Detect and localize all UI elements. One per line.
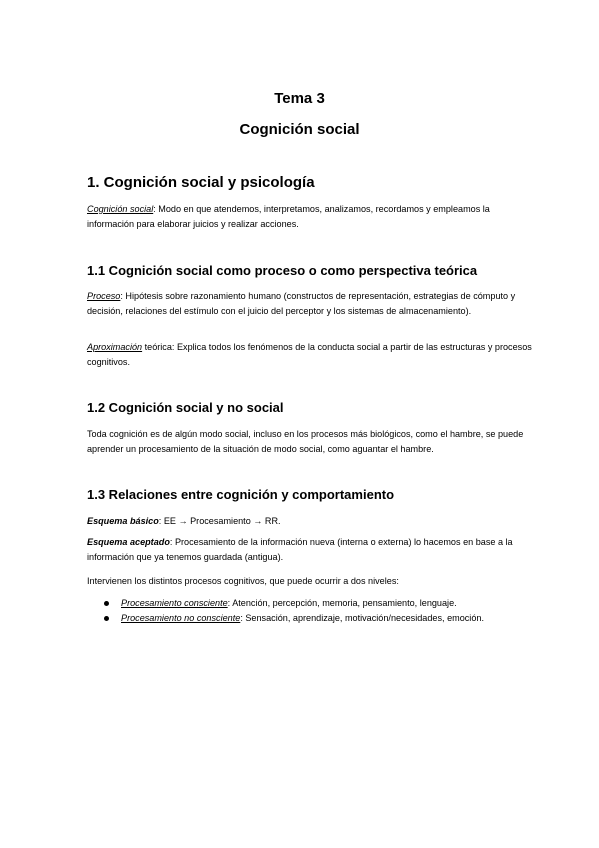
section-1-3-paragraph-3: Intervienen los distintos procesos cognitivos, que puede ocurrir a dos niveles: [87, 576, 399, 586]
section-1-2-paragraph: Toda cognición es de algún modo social, incluso en los procesos más biológicos, como el hambre, se puede aprender un procesamiento de la situación de modo social, como aguantar el hambre. [87, 429, 524, 454]
section-1-definition [87, 202, 532, 231]
list-item [100, 596, 530, 611]
term-proceso: Proceso [87, 291, 121, 301]
definition-text: : Modo en que atendemos, interpretamos, analizamos, recordamos y empleamos la información para elaborar juicios y realizar acciones. [87, 204, 490, 229]
bullet-icon [104, 601, 109, 606]
paragraph-text: : EE → Procesamiento → RR. [158, 516, 281, 526]
paragraph-text: : Procesamiento de la información nueva (interna o externa) lo hacemos en base a la información que ya tenemos guardada (antigua). [87, 537, 513, 562]
term-cognicion-social: Cognición social [87, 204, 154, 214]
section-1-3-paragraph-2 [87, 535, 532, 564]
topic-heading: Tema 3 [274, 90, 325, 107]
term-esquema-aceptado: Esquema aceptado [87, 537, 170, 547]
processing-list [100, 596, 530, 625]
list-item-text: : Sensación, aprendizaje, motivación/necesidades, emoción. [240, 612, 484, 623]
paragraph-text: : Hipótesis sobre razonamiento humano (constructos de representación, estrategias de cómputo y decisión, relaciones del estímulo con el juicio del perceptor y los sistemas de almacenamiento). [87, 291, 516, 316]
paragraph-text: teórica: Explica todos los fenómenos de la conducta social a partir de las estructuras y procesos cognitivos. [87, 342, 532, 367]
section-1-3-paragraph-1 [87, 514, 532, 529]
list-item [100, 611, 530, 626]
list-item-text: : Atención, percepción, memoria, pensamiento, lenguaje. [227, 598, 457, 608]
section-1-1-paragraph-1 [87, 289, 532, 318]
term-procesamiento-no-consciente: Procesamiento no consciente [121, 612, 241, 623]
section-1-3-heading: 1.3 Relaciones entre cognición y comportamiento [87, 487, 395, 502]
section-1-heading: 1. Cognición social y psicología [87, 174, 315, 191]
section-1-1-heading: 1.1 Cognición social como proceso o como perspectiva teórica [87, 263, 478, 278]
term-esquema-basico: Esquema básico [87, 516, 159, 526]
document-title: Cognición social [239, 121, 360, 138]
bullet-icon [104, 616, 109, 621]
section-1-2-heading: 1.2 Cognición social y no social [87, 400, 284, 415]
term-aproximacion: Aproximación [87, 342, 143, 352]
section-1-1-paragraph-2 [87, 340, 532, 369]
term-procesamiento-consciente: Procesamiento consciente [121, 598, 228, 608]
